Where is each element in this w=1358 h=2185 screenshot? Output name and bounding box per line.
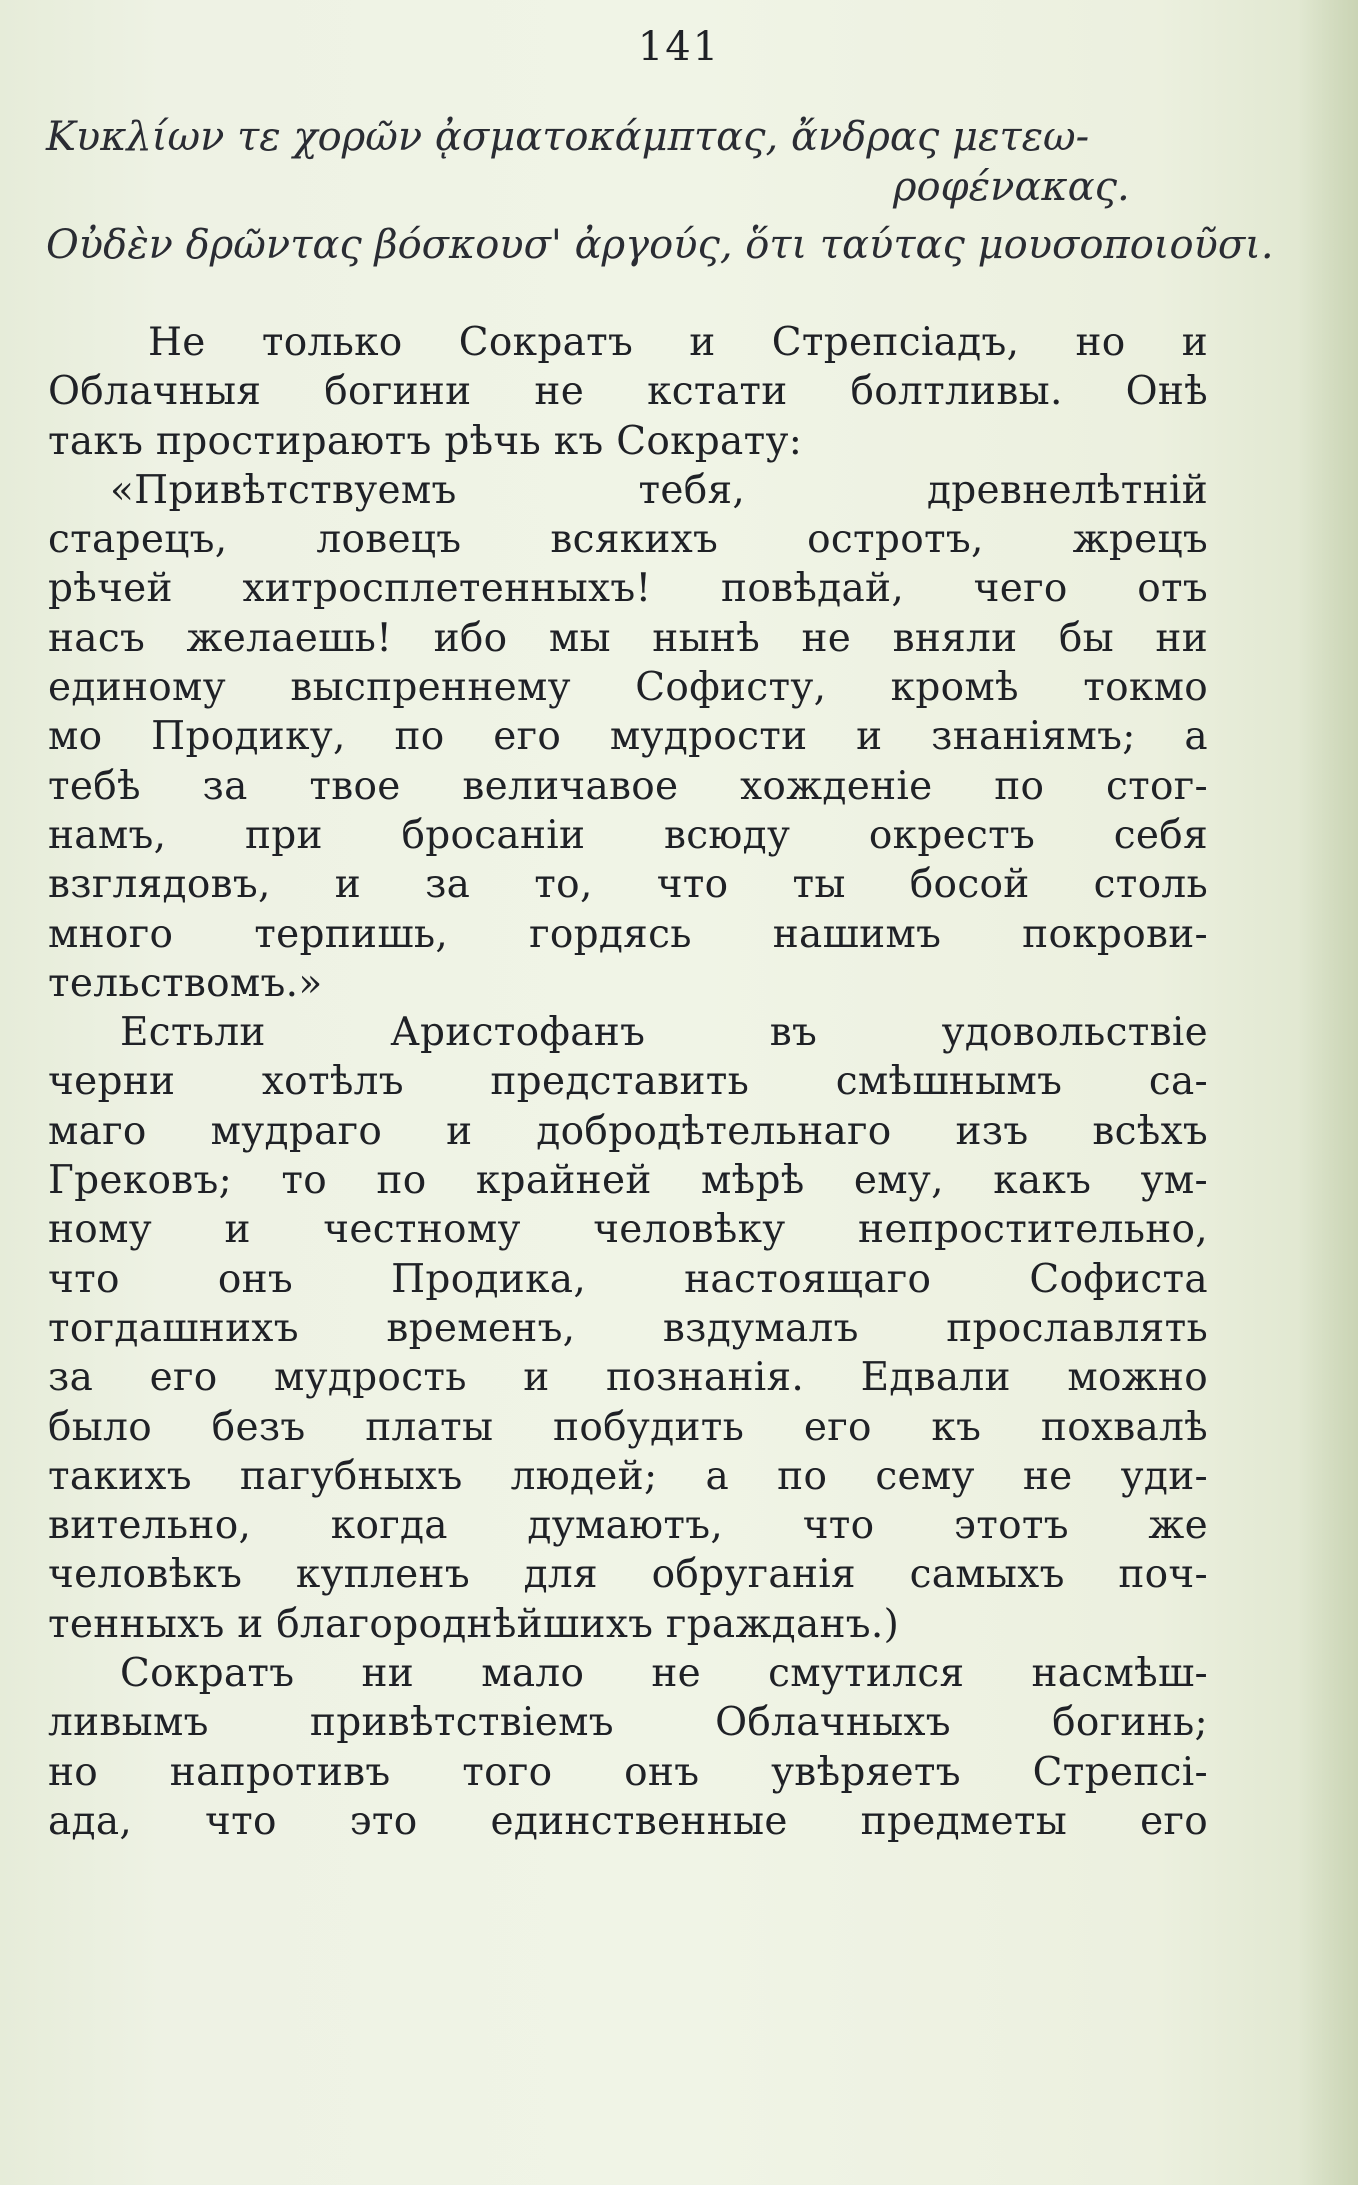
- text-line: старецъ, ловецъ всякихъ остротъ, жрецъ: [48, 517, 1208, 563]
- text-line: «Привѣтствуемъ тебя, древнелѣтній: [110, 467, 1208, 513]
- text-line: было безъ платы побудить его къ похвалѣ: [48, 1404, 1208, 1450]
- text-line: насъ желаешь! ибо мы нынѣ не вняли бы ни: [48, 615, 1208, 661]
- text-line: мо Продику, по его мудрости и знаніямъ; а: [48, 714, 1208, 760]
- text-line: тогдашнихъ временъ, вздумалъ прославлять: [48, 1305, 1208, 1351]
- text-line: Естьли Аристофанъ въ удовольствіе: [120, 1010, 1208, 1056]
- text-line: но напротивъ того онъ увѣряетъ Стрепсі-: [48, 1749, 1208, 1795]
- text-line: ному и честному человѣку непростительно,: [48, 1207, 1208, 1253]
- text-line: ада, что это единственные предметы его: [48, 1798, 1208, 1844]
- text-line: маго мудраго и добродѣтельнаго изъ всѣхъ: [48, 1108, 1208, 1154]
- text-line: Облачныя богини не кстати болтливы. Онѣ: [48, 369, 1208, 415]
- greek-verse-line-1: Κυκλίων τε χορῶν ᾀσματοκάμπτας, ἄνδρας μετεω-: [46, 114, 1090, 160]
- text-line: много терпишь, гордясь нашимъ покрови-: [48, 911, 1208, 957]
- text-line: черни хотѣлъ представить смѣшнымъ са-: [48, 1059, 1208, 1105]
- text-line: взглядовъ, и за то, что ты босой столь: [48, 862, 1208, 908]
- text-line: рѣчей хитросплетенныхъ! повѣдай, чего отъ: [48, 566, 1208, 612]
- text-line: тельствомъ.»: [48, 960, 323, 1006]
- body-text: [48, 318, 1208, 1846]
- text-line: Не только Сократъ и Стрепсіадъ, но и: [148, 320, 1208, 365]
- text-line: тенныхъ и благороднѣйшихъ гражданъ.): [48, 1601, 900, 1647]
- page-number: 141: [637, 24, 721, 70]
- text-line: Грековъ; то по крайней мѣрѣ ему, какъ ум-: [48, 1158, 1208, 1204]
- text-line: ливымъ привѣтствіемъ Облачныхъ богинь;: [48, 1700, 1208, 1746]
- text-line: что онъ Продика, настоящаго Софиста: [48, 1256, 1208, 1302]
- text-line: тебѣ за твое величавое хожденіе по стог-: [48, 763, 1208, 809]
- greek-verse-line-3: Οὐδὲν δρῶντας βόσκουσ' ἀργούς, ὅτι ταύτας μουσοποιοῦσι.: [46, 222, 1274, 268]
- greek-verse-line-2: ροφένακας.: [893, 164, 1130, 210]
- text-line: единому выспреннему Софисту, кромѣ токмо: [48, 665, 1208, 711]
- page-gutter-shadow: [1298, 0, 1358, 2185]
- text-line: за его мудрость и познанія. Едвали можно: [48, 1355, 1208, 1401]
- text-line: такъ простираютъ рѣчь къ Сократу:: [48, 418, 803, 464]
- text-line: вительно, когда думаютъ, что этотъ же: [48, 1503, 1208, 1549]
- text-line: человѣкъ купленъ для обруганія самыхъ поч-: [48, 1552, 1208, 1598]
- text-line: намъ, при бросаніи всюду окрестъ себя: [48, 812, 1208, 858]
- text-line: Сократъ ни мало не смутился насмѣш-: [120, 1651, 1208, 1697]
- text-line: такихъ пагубныхъ людей; а по сему не уди-: [48, 1453, 1208, 1499]
